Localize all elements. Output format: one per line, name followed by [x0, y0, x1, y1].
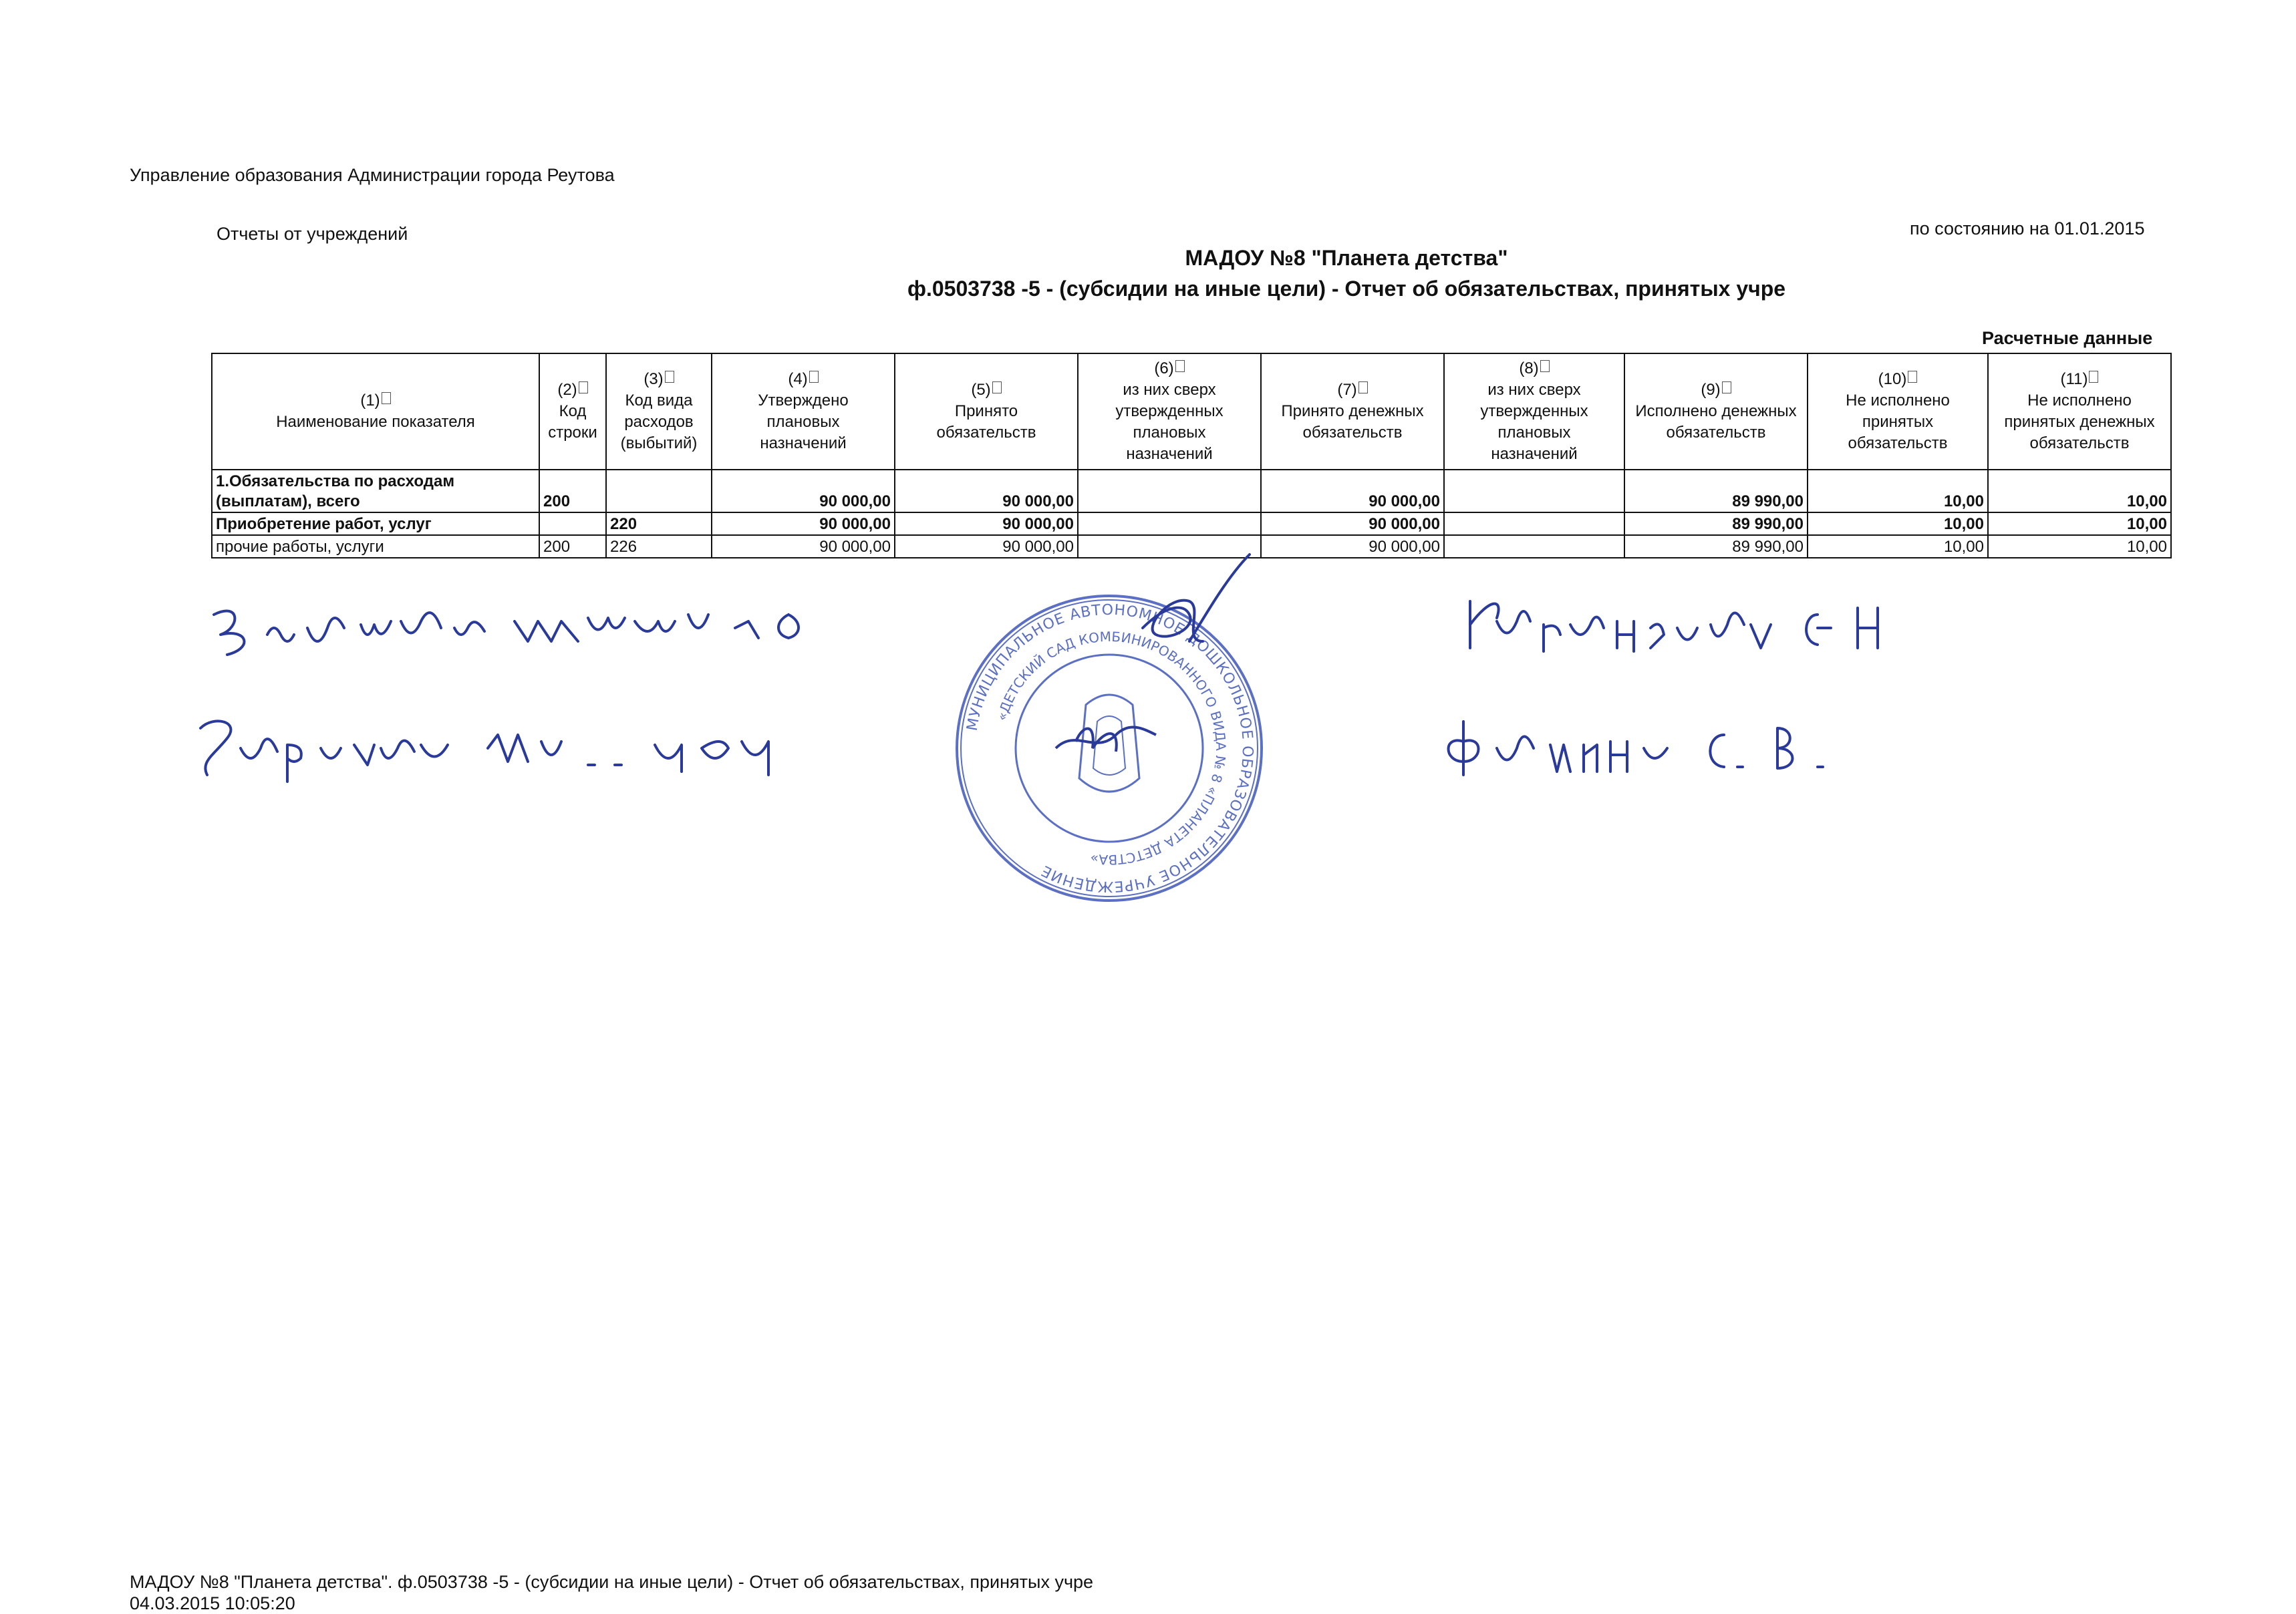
table-row	[212, 470, 2171, 512]
column-header-name: (1) Наименование показателя	[212, 353, 539, 470]
reports-label: Отчеты от учреждений	[217, 224, 408, 244]
cell-over-plan	[1078, 512, 1261, 535]
report-date: по состоянию на 01.01.2015	[1910, 218, 2145, 238]
cell-kvr	[606, 470, 712, 512]
column-header-accepted-money: (7) Принято денежных обязательств	[1261, 353, 1444, 470]
cell-executed: 89 990,00	[1624, 535, 1808, 558]
handwritten-position-director	[187, 708, 788, 788]
cell-accepted-money: 90 000,00	[1261, 512, 1444, 535]
cell-code: 200	[539, 470, 606, 512]
document-title: МАДОУ №8 "Планета детства"	[1185, 246, 1508, 270]
cell-executed: 89 990,00	[1624, 512, 1808, 535]
handwritten-initials	[1129, 548, 1263, 668]
cell-not-executed: 10,00	[1808, 512, 1988, 535]
cell-accepted-money: 90 000,00	[1261, 535, 1444, 558]
svg-text:МУНИЦИПАЛЬНОЕ АВТОНОМНОЕ ДОШКО: МУНИЦИПАЛЬНОЕ АВТОНОМНОЕ ДОШКОЛЬНОЕ ОБРАЗОВАТЕЛЬНОЕ УЧРЕЖДЕНИЕ	[964, 601, 1256, 895]
table-row	[212, 512, 2171, 535]
document-subtitle: ф.0503738 -5 - (субсидии на иные цели) - Отчет об обязательствах, принятых учре	[907, 277, 1786, 301]
column-header-over-plan: (6) из них сверх утвержденных плановых назначений	[1078, 353, 1261, 470]
column-header-not-executed-money: (11) Не исполнено принятых денежных обязательств	[1988, 353, 2171, 470]
cell-name: Приобретение работ, услуг	[212, 512, 539, 535]
cell-code: 200	[539, 535, 606, 558]
cell-over-plan-money	[1444, 470, 1624, 512]
cell-over-plan-money	[1444, 512, 1624, 535]
cell-not-executed-money: 10,00	[1988, 512, 2171, 535]
cell-approved: 90 000,00	[712, 470, 895, 512]
column-header-executed: (9) Исполнено денежных обязательств	[1624, 353, 1808, 470]
cell-not-executed-money: 10,00	[1988, 470, 2171, 512]
report-table	[211, 353, 2172, 558]
cell-executed: 89 990,00	[1624, 470, 1808, 512]
cell-not-executed: 10,00	[1808, 535, 1988, 558]
column-header-accepted: (5) Принято обязательств	[895, 353, 1078, 470]
column-header-approved: (4) Утверждено плановых назначений	[712, 353, 895, 470]
svg-text:«ДЕТСКИЙ САД КОМБИНИРОВАННОГО: «ДЕТСКИЙ САД КОМБИНИРОВАННОГО ВИДА № 8 «ПЛАНЕТА ДЕТСТВА»	[993, 628, 1230, 868]
cell-approved: 90 000,00	[712, 512, 895, 535]
cell-kvr: 226	[606, 535, 712, 558]
column-header-not-executed: (10) Не исполнено принятых обязательств	[1808, 353, 1988, 470]
cell-not-executed: 10,00	[1808, 470, 1988, 512]
cell-accepted-money: 90 000,00	[1261, 470, 1444, 512]
cell-over-plan	[1078, 470, 1261, 512]
footer-timestamp: 04.03.2015 10:05:20	[130, 1593, 295, 1613]
table-header-row	[212, 353, 2171, 470]
cell-accepted: 90 000,00	[895, 470, 1078, 512]
cell-code	[539, 512, 606, 535]
footer-document-ref: МАДОУ №8 "Планета детства". ф.0503738 -5 - (субсидии на иные цели) - Отчет об обязательствах, принятых учре	[130, 1572, 1094, 1592]
handwritten-position-head	[200, 588, 842, 668]
column-header-over-plan-money: (8) из них сверх утвержденных плановых назначений	[1444, 353, 1624, 470]
handwritten-name-head	[1457, 588, 1924, 668]
cell-not-executed-money: 10,00	[1988, 535, 2171, 558]
section-label: Расчетные данные	[1982, 328, 2153, 348]
cell-over-plan-money	[1444, 535, 1624, 558]
column-header-code: (2) Код строки	[539, 353, 606, 470]
handwritten-name-director	[1443, 708, 1911, 788]
cell-approved: 90 000,00	[712, 535, 895, 558]
organization-name: Управление образования Администрации города Реутова	[130, 165, 615, 185]
cell-name: 1.Обязательства по расходам (выплатам), всего	[212, 470, 539, 512]
cell-accepted: 90 000,00	[895, 512, 1078, 535]
column-header-kvr: (3) Код вида расходов (выбытий)	[606, 353, 712, 470]
cell-name: прочие работы, услуги	[212, 535, 539, 558]
cell-kvr: 220	[606, 512, 712, 535]
cell-accepted: 90 000,00	[895, 535, 1078, 558]
